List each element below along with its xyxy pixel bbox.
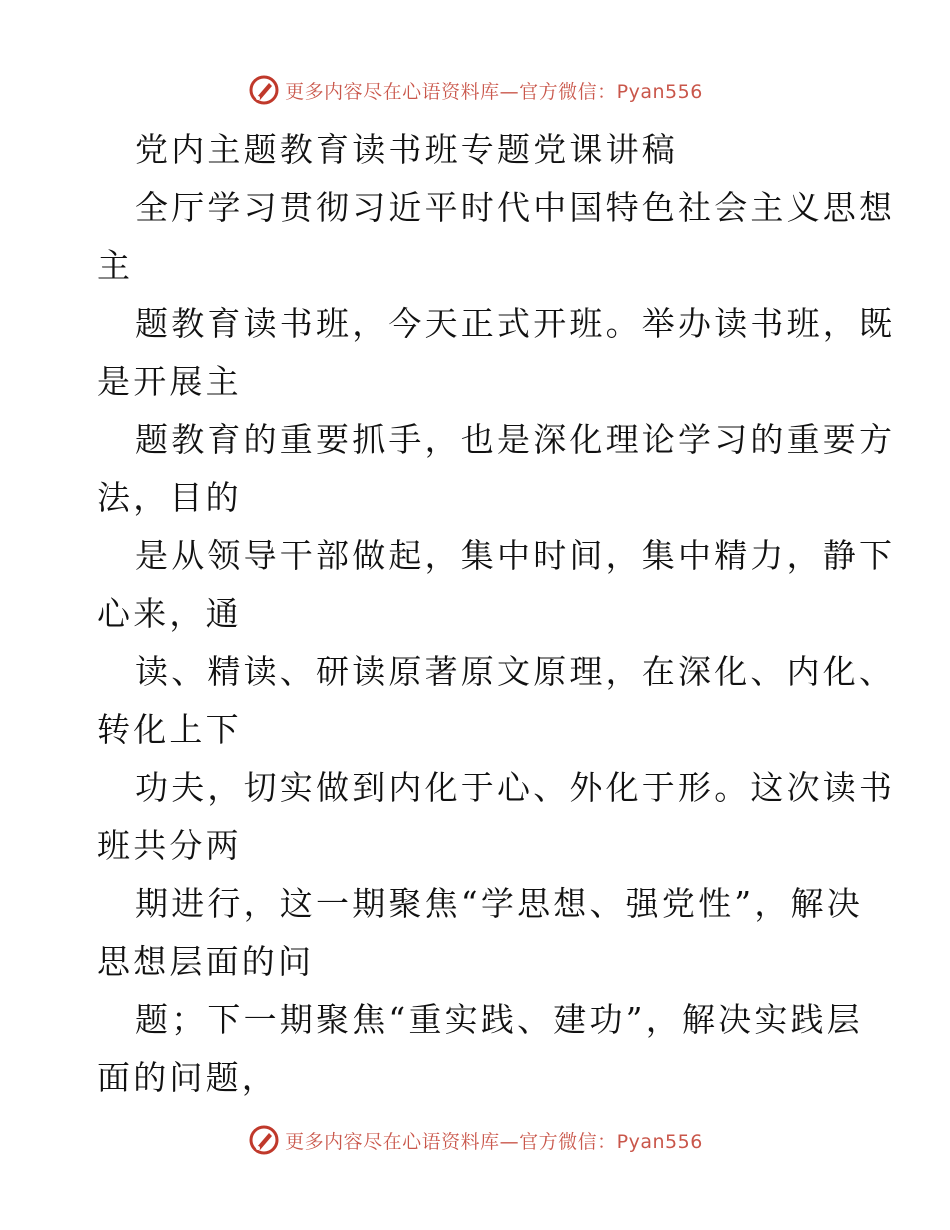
pen-nib-logo-icon [247, 73, 281, 107]
watermark-text: 更多内容尽在心语资料库—官方微信：Pyan556 [285, 1130, 703, 1153]
text-line: 读、精读、研读原著原文原理，在深化、内化、 [135, 652, 896, 691]
text-line: 班共分两 [97, 826, 242, 865]
text-line: 主 [97, 246, 134, 285]
text-line: 思想层面的问 [97, 942, 315, 981]
watermark-text: 更多内容尽在心语资料库—官方微信：Pyan556 [285, 80, 703, 103]
text-line: 功夫，切实做到内化于心、外化于形。这次读书 [135, 768, 896, 807]
text-line: 转化上下 [97, 710, 242, 749]
text-line: 题教育读书班，今天正式开班。举办读书班，既 [135, 304, 896, 343]
text-line: 题；下一期聚焦“重实践、建功”，解决实践层 [135, 1000, 863, 1039]
document-title: 党内主题教育读书班专题党课讲稿 [135, 130, 678, 169]
text-line: 法，目的 [97, 478, 242, 517]
text-line: 全厅学习贯彻习近平时代中国特色社会主义思想 [135, 188, 896, 227]
text-line: 心来，通 [97, 594, 242, 633]
text-line: 题教育的重要抓手，也是深化理论学习的重要方 [135, 420, 896, 459]
watermark-banner-top [0, 72, 950, 108]
pen-nib-logo-icon [247, 1123, 281, 1157]
text-line: 是开展主 [97, 362, 242, 401]
text-line: 是从领导干部做起，集中时间，集中精力，静下 [135, 536, 896, 575]
watermark-banner-bottom [0, 1122, 950, 1158]
text-line: 面的问题， [97, 1058, 278, 1097]
text-line: 期进行，这一期聚焦“学思想、强党性”，解决 [135, 884, 863, 923]
